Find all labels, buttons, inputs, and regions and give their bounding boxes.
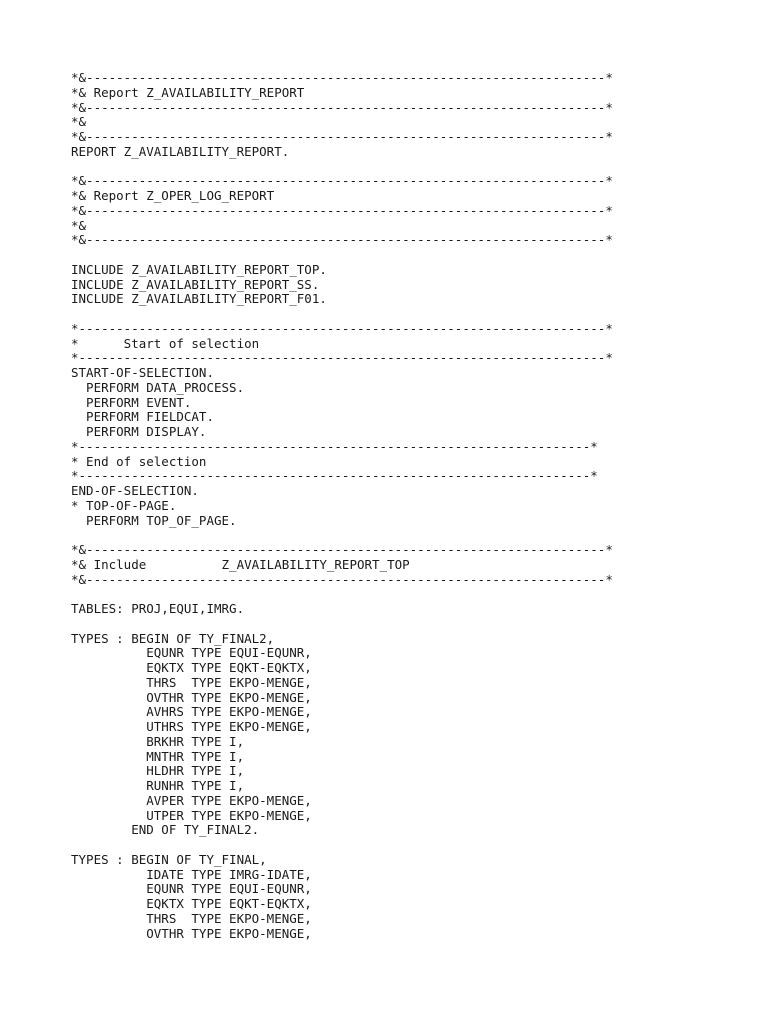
code-line: MNTHR TYPE I, [71,748,245,764]
code-line [71,160,613,175]
code-line: INCLUDE Z_AVAILABILITY_REPORT_F01. [71,291,327,307]
code-line [71,587,613,602]
code-line: THRS TYPE EKPO-MENGE, [71,910,312,926]
code-line: EQUNR TYPE EQUI-EQUNR, [71,645,312,661]
code-line: *----------------------------------------------------------------------* [71,350,613,366]
code-line: * Start of selection [71,335,260,351]
code-line: *& [71,217,87,233]
code-line: *& Report Z_OPER_LOG_REPORT [71,188,275,203]
code-line: END OF TY_FINAL2. [71,822,260,838]
code-line: TABLES: PROJ,EQUI,IMRG. [71,601,245,616]
code-line: *&---------------------------------------------------------------------* [71,70,613,85]
code-line: REPORT Z_AVAILABILITY_REPORT. [71,143,290,159]
code-line: PERFORM FIELDCAT. [71,409,214,425]
code-line: *--------------------------------------------------------------------* [71,438,598,454]
code-line: *&---------------------------------------------------------------------* [71,129,613,144]
code-line: *&---------------------------------------------------------------------* [71,99,613,115]
code-line: EQUNR TYPE EQUI-EQUNR, [71,881,312,897]
code-line: OVTHR TYPE EKPO-MENGE, [71,925,312,941]
code-line: UTHRS TYPE EKPO-MENGE, [71,719,312,734]
code-line: START-OF-SELECTION. [71,365,214,380]
code-line: RUNHR TYPE I, [71,778,245,793]
code-line: TYPES : BEGIN OF TY_FINAL, [71,851,267,867]
code-line: *----------------------------------------------------------------------* [71,320,613,336]
code-line: IDATE TYPE IMRG-IDATE, [71,866,312,882]
code-line [71,528,613,543]
code-line: INCLUDE Z_AVAILABILITY_REPORT_TOP. [71,261,327,277]
code-line: TYPES : BEGIN OF TY_FINAL2, [71,630,275,646]
code-line: *&---------------------------------------------------------------------* [71,173,613,189]
code-line: BRKHR TYPE I, [71,733,245,749]
code-line: HLDHR TYPE I, [71,763,245,779]
code-line: AVPER TYPE EKPO-MENGE, [71,792,312,808]
code-line: PERFORM DATA_PROCESS. [71,379,245,395]
code-line: THRS TYPE EKPO-MENGE, [71,674,312,690]
code-line [71,838,613,853]
code-line: UTPER TYPE EKPO-MENGE, [71,807,312,823]
code-line: *&---------------------------------------------------------------------* [71,571,613,587]
code-line [71,248,613,263]
code-line: EQKTX TYPE EQKT-EQKTX, [71,660,312,675]
code-line: *--------------------------------------------------------------------* [71,468,598,484]
code-line: * TOP-OF-PAGE. [71,497,177,513]
code-line: *& [71,114,87,130]
code-line: EQKTX TYPE EQKT-EQKTX, [71,896,312,911]
code-line: OVTHR TYPE EKPO-MENGE, [71,689,312,705]
code-line: END-OF-SELECTION. [71,483,199,498]
code-line: *&---------------------------------------------------------------------* [71,232,613,248]
code-line: PERFORM TOP_OF_PAGE. [71,512,237,528]
code-line: *& Include Z_AVAILABILITY_REPORT_TOP [71,556,410,572]
code-line: *&---------------------------------------------------------------------* [71,202,613,218]
code-line: AVHRS TYPE EKPO-MENGE, [71,704,312,720]
code-line: * End of selection [71,453,207,469]
code-line: INCLUDE Z_AVAILABILITY_REPORT_SS. [71,276,320,292]
code-line [71,617,613,632]
code-line: *& Report Z_AVAILABILITY_REPORT [71,84,305,100]
code-line: PERFORM EVENT. [71,394,192,410]
code-line [71,307,613,322]
code-line: *&---------------------------------------------------------------------* [71,542,613,557]
abap-source-code [71,71,613,941]
code-line: PERFORM DISPLAY. [71,424,207,439]
